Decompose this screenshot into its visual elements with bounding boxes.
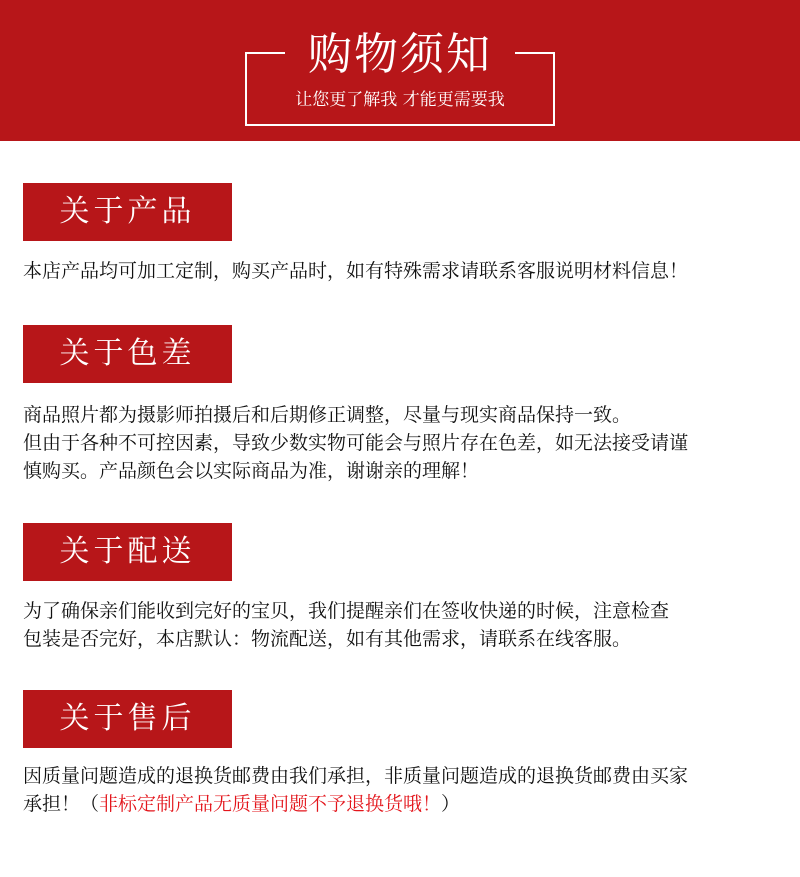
page-subtitle: 让您更了解我 才能更需要我 bbox=[295, 90, 505, 110]
header-frame-bottom bbox=[245, 124, 555, 126]
section-text-aftersales bbox=[23, 762, 793, 818]
page-title: 购物须知 bbox=[308, 29, 492, 80]
section-text-color bbox=[23, 401, 793, 485]
section-tag-aftersales: 关于售后 bbox=[23, 690, 232, 748]
text-line bbox=[23, 790, 793, 818]
text-line: 本店产品均可加工定制，购买产品时，如有特殊需求请联系客服说明材料信息！ bbox=[23, 260, 689, 282]
header-banner bbox=[0, 0, 800, 141]
text-line: 商品照片都为摄影师拍摄后和后期修正调整，尽量与现实商品保持一致。 bbox=[23, 404, 632, 426]
text-line: 因质量问题造成的退换货邮费由我们承担，非质量问题造成的退换货邮费由买家 bbox=[23, 765, 689, 787]
section-tag-delivery: 关于配送 bbox=[23, 523, 232, 581]
text-line: 包装是否完好，本店默认：物流配送，如有其他需求，请联系在线客服。 bbox=[23, 628, 632, 650]
text-line: 慎购买。产品颜色会以实际商品为准，谢谢亲的理解！ bbox=[23, 460, 480, 482]
text-line-prefix: 承担！（ bbox=[23, 793, 100, 815]
section-tag-product: 关于产品 bbox=[23, 183, 232, 241]
text-line: 为了确保亲们能收到完好的宝贝，我们提醒亲们在签收快递的时候，注意检查 bbox=[23, 600, 670, 622]
text-line-suffix: ） bbox=[441, 793, 461, 815]
section-tag-color: 关于色差 bbox=[23, 325, 232, 383]
text-line: 但由于各种不可控因素，导致少数实物可能会与照片存在色差，如无法接受请谨 bbox=[23, 432, 689, 454]
section-text-delivery bbox=[23, 597, 793, 653]
highlight-notice: 非标定制产品无质量问题不予退换货哦！ bbox=[99, 793, 442, 815]
section-text-product bbox=[23, 257, 793, 285]
